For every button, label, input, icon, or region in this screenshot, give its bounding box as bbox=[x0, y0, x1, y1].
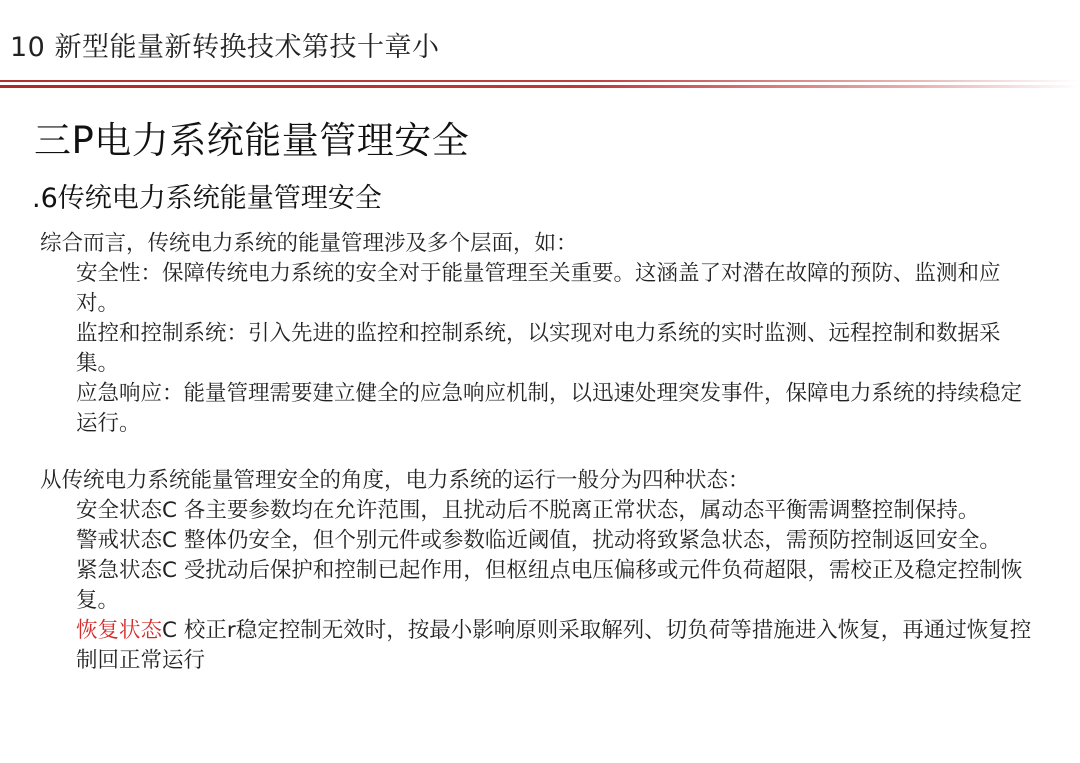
list-item-secure-state: 安全状态C 各主要参数均在允许范围，且扰动后不脱离正常状态，属动态平衡需调整控制保持。 bbox=[76, 498, 980, 523]
subsection-title: .6传统电力系统能量管理安全 bbox=[32, 183, 382, 214]
restorative-state-label: 恢复状态 bbox=[76, 618, 163, 643]
header-divider-thick bbox=[0, 85, 1080, 88]
list-item-safety: 安全性：保障传统电力系统的安全对于能量管理至关重要。这涵盖了对潜在故障的预防、监测和应对。 bbox=[76, 261, 1001, 316]
list-item-monitoring: 监控和控制系统：引入先进的监控和控制系统，以实现对电力系统的实时监测、远程控制和数据采集。 bbox=[76, 321, 1001, 376]
list-item-restorative-state bbox=[76, 616, 1040, 676]
states-intro: 从传统电力系统能量管理安全的角度，电力系统的运行一般分为四种状态： bbox=[40, 468, 750, 493]
list-item-emergency-state: 紧急状态C 受扰动后保护和控制已起作用，但枢纽点电压偏移或元件负荷超限，需校正及稳定控制恢复。 bbox=[76, 558, 1023, 613]
slide-header bbox=[0, 0, 1080, 90]
overview-list bbox=[40, 259, 1040, 439]
states-block bbox=[40, 466, 1040, 676]
header-divider-thin bbox=[0, 80, 1080, 82]
chapter-title: 10 新型能量新转换技术第技十章小 bbox=[10, 32, 440, 63]
overview-intro: 综合而言，传统电力系统的能量管理涉及多个层面，如： bbox=[40, 231, 578, 256]
list-item-alert-state: 警戒状态C 整体仍安全，但个别元件或参数临近阈值，扰动将致紧急状态，需预防控制返回安全。 bbox=[76, 528, 1001, 553]
restorative-state-text: C 校正r稳定控制无效时，按最小影响原则采取解列、切负荷等措施进入恢复，再通过恢复控制回正常运行 bbox=[76, 618, 1032, 673]
section-title: 三P电力系统能量管理安全 bbox=[34, 119, 470, 162]
list-item-emergency-response: 应急响应：能量管理需要建立健全的应急响应机制，以迅速处理突发事件，保障电力系统的持续稳定运行。 bbox=[76, 381, 1023, 436]
states-list bbox=[40, 496, 1040, 676]
overview-block bbox=[40, 229, 1040, 439]
